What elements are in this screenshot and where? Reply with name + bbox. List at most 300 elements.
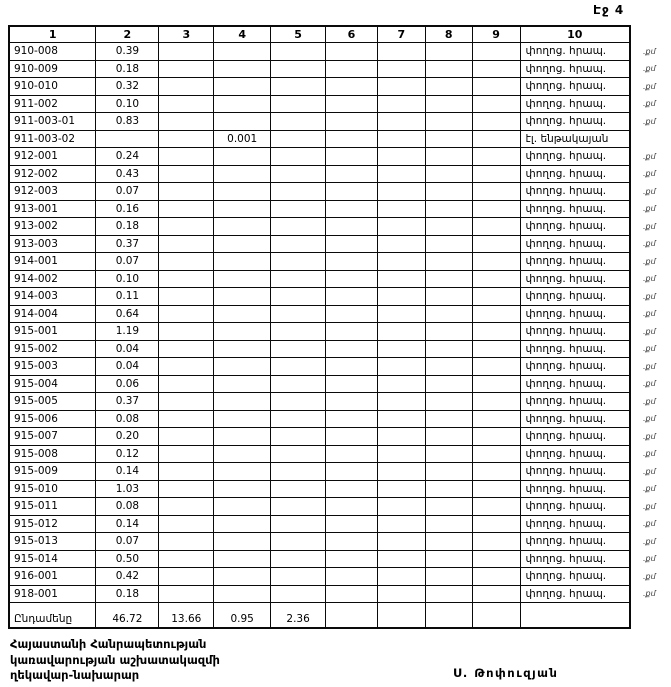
empty-cell — [425, 323, 472, 341]
empty-cell — [271, 95, 326, 113]
land-parcel-table — [8, 25, 671, 629]
empty-cell — [326, 603, 378, 629]
empty-cell — [271, 323, 326, 341]
margin-mark: .քմ — [642, 99, 656, 109]
table-row — [9, 253, 670, 271]
margin-mark: .քմ — [642, 571, 656, 581]
empty-cell — [271, 78, 326, 96]
empty-cell — [326, 200, 378, 218]
margin-mark: .քմ — [642, 449, 656, 459]
margin-mark: .քմ — [642, 379, 656, 389]
usage-cell: փողոց. հրապ. — [520, 305, 630, 323]
empty-cell — [425, 288, 472, 306]
parcel-code-cell: 914-004 — [9, 305, 96, 323]
empty-cell — [159, 585, 214, 603]
empty-cell — [271, 200, 326, 218]
column-header: 7 — [377, 26, 425, 43]
empty-cell — [472, 305, 520, 323]
margin-mark: .քմ — [642, 116, 656, 126]
area-value-cell: 0.11 — [96, 288, 159, 306]
table-row — [9, 428, 670, 446]
empty-cell — [271, 60, 326, 78]
margin-mark: .քմ — [642, 344, 656, 354]
parcel-code-cell: 915-008 — [9, 445, 96, 463]
table-row — [9, 130, 670, 148]
empty-cell — [425, 585, 472, 603]
table-row — [9, 445, 670, 463]
empty-cell — [159, 445, 214, 463]
empty-cell — [271, 463, 326, 481]
margin-mark: .քմ — [642, 554, 656, 564]
parcel-code-cell: 915-007 — [9, 428, 96, 446]
usage-cell: փողոց. հրապ. — [520, 410, 630, 428]
margin-mark: .քմ — [642, 151, 656, 161]
empty-cell — [472, 60, 520, 78]
margin-mark: .քմ — [642, 239, 656, 249]
usage-cell: փողոց. հրապ. — [520, 585, 630, 603]
empty-cell — [377, 585, 425, 603]
area-value-cell: 1.19 — [96, 323, 159, 341]
empty-cell — [472, 130, 520, 148]
area-value-cell: 0.14 — [96, 463, 159, 481]
empty-cell — [326, 253, 378, 271]
empty-cell — [271, 428, 326, 446]
empty-cell — [159, 533, 214, 551]
empty-cell — [159, 200, 214, 218]
empty-cell — [326, 340, 378, 358]
margin-mark: .քմ — [642, 589, 656, 599]
area-value-cell: 0.14 — [96, 515, 159, 533]
empty-cell — [472, 568, 520, 586]
usage-cell: փողոց. հրապ. — [520, 43, 630, 61]
col4-value-cell — [214, 585, 271, 603]
parcel-code-cell: 915-010 — [9, 480, 96, 498]
table-row — [9, 498, 670, 516]
parcel-code-cell: 914-002 — [9, 270, 96, 288]
empty-cell — [425, 218, 472, 236]
table-row — [9, 533, 670, 551]
margin-mark: .քմ — [642, 466, 656, 476]
area-value-cell: 0.64 — [96, 305, 159, 323]
empty-cell — [425, 235, 472, 253]
empty-cell — [377, 148, 425, 166]
parcel-code-cell: 912-003 — [9, 183, 96, 201]
empty-cell — [425, 113, 472, 131]
table-row — [9, 463, 670, 481]
margin-spacer — [630, 603, 670, 629]
empty-cell — [472, 200, 520, 218]
col4-value-cell — [214, 218, 271, 236]
empty-cell — [271, 270, 326, 288]
column-header: 5 — [271, 26, 326, 43]
parcel-code-cell: 911-003-01 — [9, 113, 96, 131]
empty-cell — [271, 550, 326, 568]
empty-cell — [271, 393, 326, 411]
area-value-cell: 0.10 — [96, 270, 159, 288]
area-value-cell: 0.06 — [96, 375, 159, 393]
table-row — [9, 585, 670, 603]
table-row — [9, 568, 670, 586]
empty-cell — [425, 200, 472, 218]
empty-cell — [159, 148, 214, 166]
empty-cell — [425, 445, 472, 463]
empty-cell — [326, 393, 378, 411]
empty-cell — [425, 393, 472, 411]
usage-cell: փողոց. հրապ. — [520, 480, 630, 498]
empty-cell — [472, 183, 520, 201]
total-col2-cell: 46.72 — [96, 603, 159, 629]
margin-mark: .քմ — [642, 221, 656, 231]
empty-cell — [472, 445, 520, 463]
margin-mark: .քմ — [642, 169, 656, 179]
empty-cell — [159, 323, 214, 341]
parcel-code-cell: 915-004 — [9, 375, 96, 393]
empty-cell — [377, 183, 425, 201]
parcel-code-cell: 915-009 — [9, 463, 96, 481]
col4-value-cell — [214, 323, 271, 341]
empty-cell — [159, 305, 214, 323]
empty-cell — [326, 113, 378, 131]
empty-cell — [425, 498, 472, 516]
empty-cell — [326, 60, 378, 78]
empty-cell — [377, 270, 425, 288]
empty-cell — [472, 235, 520, 253]
empty-cell — [377, 95, 425, 113]
empty-cell — [326, 78, 378, 96]
empty-cell — [472, 375, 520, 393]
col4-value-cell — [214, 270, 271, 288]
parcel-code-cell: 915-001 — [9, 323, 96, 341]
margin-mark — [630, 130, 670, 148]
usage-cell: փողոց. հրապ. — [520, 235, 630, 253]
area-value-cell: 0.37 — [96, 235, 159, 253]
area-value-cell: 0.08 — [96, 410, 159, 428]
col4-value-cell — [214, 550, 271, 568]
col4-value-cell — [214, 253, 271, 271]
empty-cell — [472, 43, 520, 61]
column-header: 10 — [520, 26, 630, 43]
empty-cell — [326, 235, 378, 253]
empty-cell — [271, 165, 326, 183]
empty-cell — [425, 568, 472, 586]
col4-value-cell — [214, 78, 271, 96]
col4-value-cell — [214, 235, 271, 253]
area-value-cell: 0.04 — [96, 340, 159, 358]
empty-cell — [425, 463, 472, 481]
empty-cell — [271, 113, 326, 131]
empty-cell — [326, 568, 378, 586]
parcel-code-cell: 915-006 — [9, 410, 96, 428]
table-row — [9, 305, 670, 323]
empty-cell — [271, 480, 326, 498]
empty-cell — [472, 533, 520, 551]
empty-cell — [425, 78, 472, 96]
empty-cell — [377, 480, 425, 498]
usage-cell: փողոց. հրապ. — [520, 445, 630, 463]
empty-cell — [159, 78, 214, 96]
empty-cell — [271, 130, 326, 148]
column-header: 1 — [9, 26, 96, 43]
area-value-cell: 0.18 — [96, 585, 159, 603]
parcel-code-cell: 910-010 — [9, 78, 96, 96]
empty-cell — [377, 568, 425, 586]
empty-cell — [271, 305, 326, 323]
col4-value-cell — [214, 288, 271, 306]
empty-cell — [271, 148, 326, 166]
table-row — [9, 113, 670, 131]
empty-cell — [271, 43, 326, 61]
parcel-code-cell: 915-012 — [9, 515, 96, 533]
empty-cell — [377, 445, 425, 463]
empty-cell — [377, 323, 425, 341]
parcel-code-cell: 910-009 — [9, 60, 96, 78]
col4-value-cell — [214, 533, 271, 551]
parcel-code-cell: 915-014 — [9, 550, 96, 568]
empty-cell — [520, 603, 630, 629]
empty-cell — [271, 568, 326, 586]
parcel-code-cell: 914-003 — [9, 288, 96, 306]
area-value-cell: 0.07 — [96, 253, 159, 271]
empty-cell — [377, 463, 425, 481]
parcel-code-cell: 910-008 — [9, 43, 96, 61]
col4-value-cell — [214, 43, 271, 61]
empty-cell — [326, 463, 378, 481]
table-row — [9, 218, 670, 236]
empty-cell — [159, 480, 214, 498]
col4-value-cell — [214, 358, 271, 376]
table-row — [9, 270, 670, 288]
margin-mark: .քմ — [642, 536, 656, 546]
empty-cell — [425, 95, 472, 113]
empty-cell — [326, 358, 378, 376]
col4-value-cell — [214, 148, 271, 166]
empty-cell — [377, 375, 425, 393]
empty-cell — [425, 358, 472, 376]
empty-cell — [159, 43, 214, 61]
empty-cell — [159, 113, 214, 131]
usage-cell: փողոց. հրապ. — [520, 183, 630, 201]
empty-cell — [159, 568, 214, 586]
empty-cell — [159, 165, 214, 183]
table-row — [9, 393, 670, 411]
parcel-code-cell: 913-001 — [9, 200, 96, 218]
empty-cell — [472, 78, 520, 96]
empty-cell — [425, 148, 472, 166]
empty-cell — [271, 585, 326, 603]
usage-cell: փողոց. հրապ. — [520, 113, 630, 131]
issuer-block — [10, 637, 220, 684]
column-header: 3 — [159, 26, 214, 43]
area-value-cell: 0.10 — [96, 95, 159, 113]
col4-value-cell — [214, 393, 271, 411]
empty-cell — [159, 358, 214, 376]
empty-cell — [472, 340, 520, 358]
parcel-code-cell: 913-003 — [9, 235, 96, 253]
parcel-code-cell: 916-001 — [9, 568, 96, 586]
col4-value-cell — [214, 183, 271, 201]
empty-cell — [159, 375, 214, 393]
area-value-cell: 0.16 — [96, 200, 159, 218]
empty-cell — [377, 43, 425, 61]
margin-mark: .քմ — [642, 64, 656, 74]
empty-cell — [425, 410, 472, 428]
empty-cell — [377, 60, 425, 78]
usage-cell: փողոց. հրապ. — [520, 323, 630, 341]
area-value-cell: 0.39 — [96, 43, 159, 61]
column-header: 6 — [326, 26, 378, 43]
parcel-code-cell: 915-002 — [9, 340, 96, 358]
empty-cell — [159, 218, 214, 236]
area-value-cell: 0.04 — [96, 358, 159, 376]
empty-cell — [472, 253, 520, 271]
usage-cell: փողոց. հրապ. — [520, 428, 630, 446]
empty-cell — [425, 305, 472, 323]
empty-cell — [425, 60, 472, 78]
parcel-code-cell: 913-002 — [9, 218, 96, 236]
empty-cell — [472, 498, 520, 516]
empty-cell — [472, 410, 520, 428]
empty-cell — [159, 550, 214, 568]
empty-cell — [425, 183, 472, 201]
empty-cell — [377, 393, 425, 411]
empty-cell — [271, 515, 326, 533]
usage-cell: փողոց. հրապ. — [520, 270, 630, 288]
table-row — [9, 550, 670, 568]
parcel-code-cell: 914-001 — [9, 253, 96, 271]
usage-cell: փողոց. հրապ. — [520, 253, 630, 271]
empty-cell — [425, 165, 472, 183]
empty-cell — [377, 410, 425, 428]
area-value-cell: 0.12 — [96, 445, 159, 463]
empty-cell — [472, 463, 520, 481]
empty-cell — [472, 480, 520, 498]
empty-cell — [159, 288, 214, 306]
empty-cell — [159, 515, 214, 533]
empty-cell — [377, 165, 425, 183]
area-value-cell: 0.43 — [96, 165, 159, 183]
empty-cell — [472, 288, 520, 306]
empty-cell — [326, 43, 378, 61]
col4-value-cell — [214, 165, 271, 183]
usage-cell: փողոց. հրապ. — [520, 340, 630, 358]
area-value-cell: 0.08 — [96, 498, 159, 516]
table-row — [9, 323, 670, 341]
empty-cell — [271, 358, 326, 376]
col4-value-cell — [214, 95, 271, 113]
col4-value-cell — [214, 568, 271, 586]
empty-cell — [271, 183, 326, 201]
empty-cell — [271, 375, 326, 393]
empty-cell — [377, 550, 425, 568]
usage-cell: էլ. ենթակայան — [520, 130, 630, 148]
empty-cell — [326, 410, 378, 428]
parcel-code-cell: 915-013 — [9, 533, 96, 551]
empty-cell — [377, 130, 425, 148]
empty-cell — [326, 533, 378, 551]
empty-cell — [159, 130, 214, 148]
total-col5-cell: 2.36 — [271, 603, 326, 629]
margin-mark: .քմ — [642, 186, 656, 196]
table-row — [9, 410, 670, 428]
empty-cell — [377, 305, 425, 323]
empty-cell — [425, 375, 472, 393]
empty-cell — [377, 200, 425, 218]
empty-cell — [271, 498, 326, 516]
col4-value-cell — [214, 340, 271, 358]
signatory-name: Ս. Թոփուզյան — [453, 666, 559, 680]
empty-cell — [377, 235, 425, 253]
margin-mark: .քմ — [642, 274, 656, 284]
area-value-cell: 0.07 — [96, 533, 159, 551]
issuer-line-1: Հայաստանի Հանրապետության — [10, 637, 207, 651]
parcel-code-cell: 918-001 — [9, 585, 96, 603]
empty-cell — [271, 288, 326, 306]
margin-mark: .քմ — [642, 291, 656, 301]
margin-mark: .քմ — [642, 309, 656, 319]
margin-mark: .քմ — [642, 326, 656, 336]
usage-cell: փողոց. հրապ. — [520, 148, 630, 166]
empty-cell — [472, 218, 520, 236]
margin-mark: .քմ — [642, 431, 656, 441]
usage-cell: փողոց. հրապ. — [520, 533, 630, 551]
parcel-code-cell: 912-002 — [9, 165, 96, 183]
col4-value-cell — [214, 305, 271, 323]
empty-cell — [271, 533, 326, 551]
table-row — [9, 183, 670, 201]
table-row — [9, 43, 670, 61]
empty-cell — [326, 165, 378, 183]
empty-cell — [159, 60, 214, 78]
area-value-cell: 0.20 — [96, 428, 159, 446]
usage-cell: փողոց. հրապ. — [520, 498, 630, 516]
parcel-code-cell: 915-003 — [9, 358, 96, 376]
usage-cell: փողոց. հրապ. — [520, 200, 630, 218]
empty-cell — [326, 148, 378, 166]
area-value-cell — [96, 130, 159, 148]
margin-mark: .քմ — [642, 204, 656, 214]
empty-cell — [472, 393, 520, 411]
empty-cell — [326, 515, 378, 533]
empty-cell — [377, 515, 425, 533]
empty-cell — [159, 393, 214, 411]
empty-cell — [377, 340, 425, 358]
empty-cell — [472, 603, 520, 629]
empty-cell — [326, 130, 378, 148]
empty-cell — [271, 410, 326, 428]
empty-cell — [271, 218, 326, 236]
issuer-line-2: կառավարության աշխատակազմի — [10, 652, 220, 667]
table-row — [9, 375, 670, 393]
empty-cell — [159, 463, 214, 481]
table-row — [9, 288, 670, 306]
area-value-cell: 1.03 — [96, 480, 159, 498]
usage-cell: փողոց. հրապ. — [520, 218, 630, 236]
header-row — [9, 26, 670, 43]
empty-cell — [326, 288, 378, 306]
column-header: 9 — [472, 26, 520, 43]
empty-cell — [377, 428, 425, 446]
empty-cell — [425, 428, 472, 446]
empty-cell — [377, 533, 425, 551]
empty-cell — [326, 95, 378, 113]
col4-value-cell — [214, 498, 271, 516]
usage-cell: փողոց. հրապ. — [520, 78, 630, 96]
usage-cell: փողոց. հրապ. — [520, 463, 630, 481]
area-value-cell: 0.07 — [96, 183, 159, 201]
col4-value-cell — [214, 480, 271, 498]
empty-cell — [271, 253, 326, 271]
table-row — [9, 165, 670, 183]
